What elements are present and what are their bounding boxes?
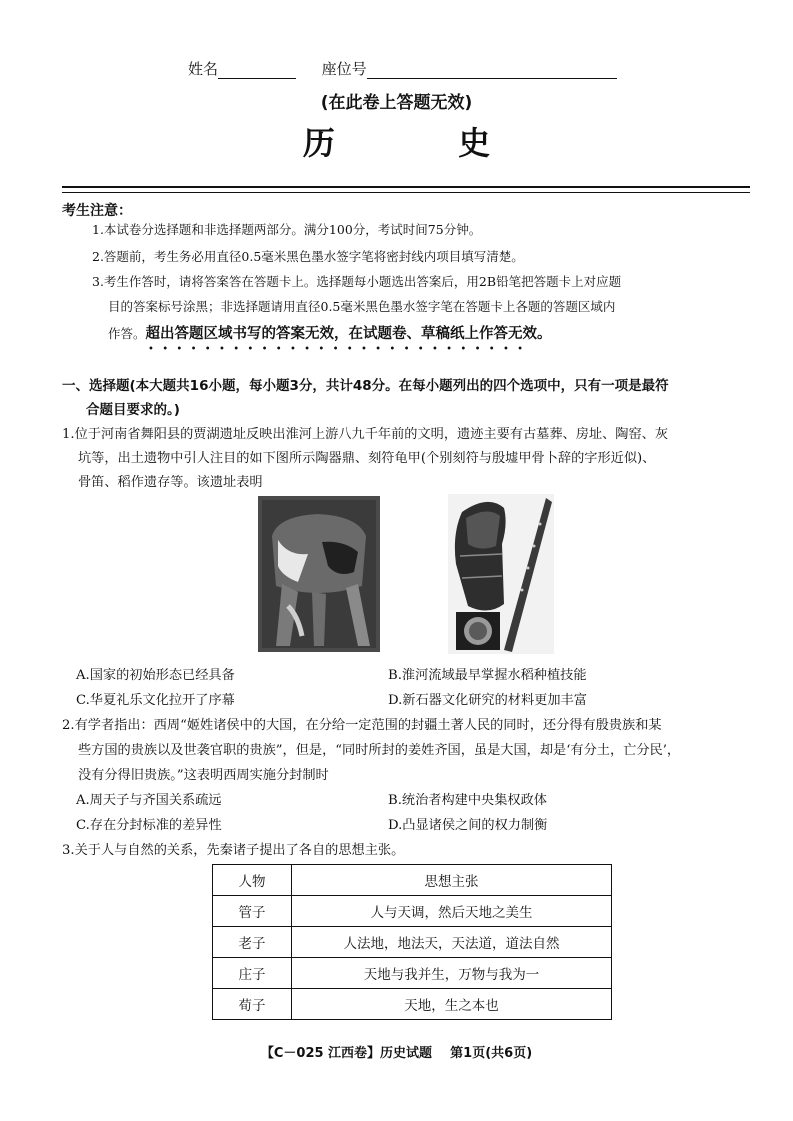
exam-title: 历 史 [302,124,547,162]
table-header-cell: 思想主张 [292,865,612,896]
section-heading-line-2: 合题目要求的。) [86,402,180,418]
notice-item-2: 2.答题前，考生务必用直径0.5毫米黑色墨水签字笔将密封线内项目填写清楚。 [92,249,524,264]
thinkers-table [212,864,612,1020]
table-cell: 人法地，地法天，天法道，道法自然 [292,927,612,958]
table-row [213,927,612,958]
header-divider-thin [62,192,750,193]
notice-heading: 考生注意： [62,203,132,219]
q2-stem-line-3: 没有分得旧贵族。”这表明西周实施分封制时 [78,768,329,783]
notice-item-3-line-2: 目的答案标号涂黑；非选择题请用直径0.5毫米黑色墨水签字笔在答题卡上各题的答题区域内 [108,299,616,314]
exam-subtitle: (在此卷上答题无效) [320,93,473,113]
section-heading-line-1: 一、选择题(本大题共16小题，每小题3分，共计48分。在每小题列出的四个选项中，只有一项是最符 [62,378,669,394]
q2-option-b: B.统治者构建中央集权政体 [388,793,547,808]
name-blank [218,64,296,79]
q2-option-c: C.存在分封标准的差异性 [76,818,222,833]
name-label: 姓名 [188,60,219,78]
notice-item-3-line-3 [108,322,552,343]
q2-stem-line-2: 些方国的贵族以及世袭官职的贵族”，但是，“同时所封的姜姓齐国，虽是大国，却是‘有分土，亡分民’， [78,743,681,758]
q1-option-a: A.国家的初始形态已经具备 [76,668,235,683]
notice-item-3-prefix: 作答。 [108,326,146,341]
pottery-ding-image [258,496,380,652]
table-cell: 管子 [213,896,292,927]
notice-item-3-line-1: 3.考生作答时，请将答案答在答题卡上。选择题每小题选出答案后，用2B铅笔把答题卡上对应题 [92,274,622,289]
exam-header [188,58,617,79]
emphasis-dots: ••••••••••••••••••••••••••• [148,344,532,355]
seat-label: 座位号 [321,60,367,78]
q3-stem: 3.关于人与自然的关系，先秦诸子提出了各自的思想主张。 [62,843,405,858]
q2-option-a: A.周天子与齐国关系疏远 [76,793,222,808]
page-footer: 【C－025 江西卷】历史试题 第1页(共6页) [260,1046,533,1061]
q1-option-b: B.淮河流域最早掌握水稻种植技能 [388,668,587,683]
notice-item-3-emphasis: 超出答题区域书写的答案无效，在试题卷、草稿纸上作答无效。 [145,326,552,342]
header-divider-thick [62,186,750,188]
q1-stem-line-3: 骨笛、稻作遗存等。该遗址表明 [78,475,263,490]
table-header-row [213,865,612,896]
table-cell: 荀子 [213,989,292,1020]
q1-option-d: D.新石器文化研究的材料更加丰富 [388,693,587,708]
q1-stem-line-1: 1.位于河南省舞阳县的贾湖遗址反映出淮河上游八九千年前的文明，遗迹主要有古墓葬、房址、陶窑、灰 [62,427,669,442]
seat-blank [367,64,617,79]
table-header-cell: 人物 [213,865,292,896]
table-cell: 天地，生之本也 [292,989,612,1020]
table-row [213,896,612,927]
table-cell: 人与天调，然后天地之美生 [292,896,612,927]
table-cell: 庄子 [213,958,292,989]
q2-option-d: D.凸显诸侯之间的权力制衡 [388,818,548,833]
notice-item-1: 1.本试卷分选择题和非选择题两部分。满分100分，考试时间75分钟。 [92,222,482,237]
table-cell: 老子 [213,927,292,958]
tortoise-shell-bone-flute-image [448,494,554,654]
table-row [213,989,612,1020]
q2-stem-line-1: 2.有学者指出：西周“姬姓诸侯中的大国，在分给一定范围的封疆土著人民的同时，还分得有殷贵族和某 [62,718,662,733]
q1-option-c: C.华夏礼乐文化拉开了序幕 [76,693,235,708]
table-row [213,958,612,989]
table-cell: 天地与我并生，万物与我为一 [292,958,612,989]
q1-stem-line-2: 坑等，出土遗物中引人注目的如下图所示陶器鼎、刻符龟甲(个别刻符与殷墟甲骨卜辞的字形近似)、 [78,451,656,466]
